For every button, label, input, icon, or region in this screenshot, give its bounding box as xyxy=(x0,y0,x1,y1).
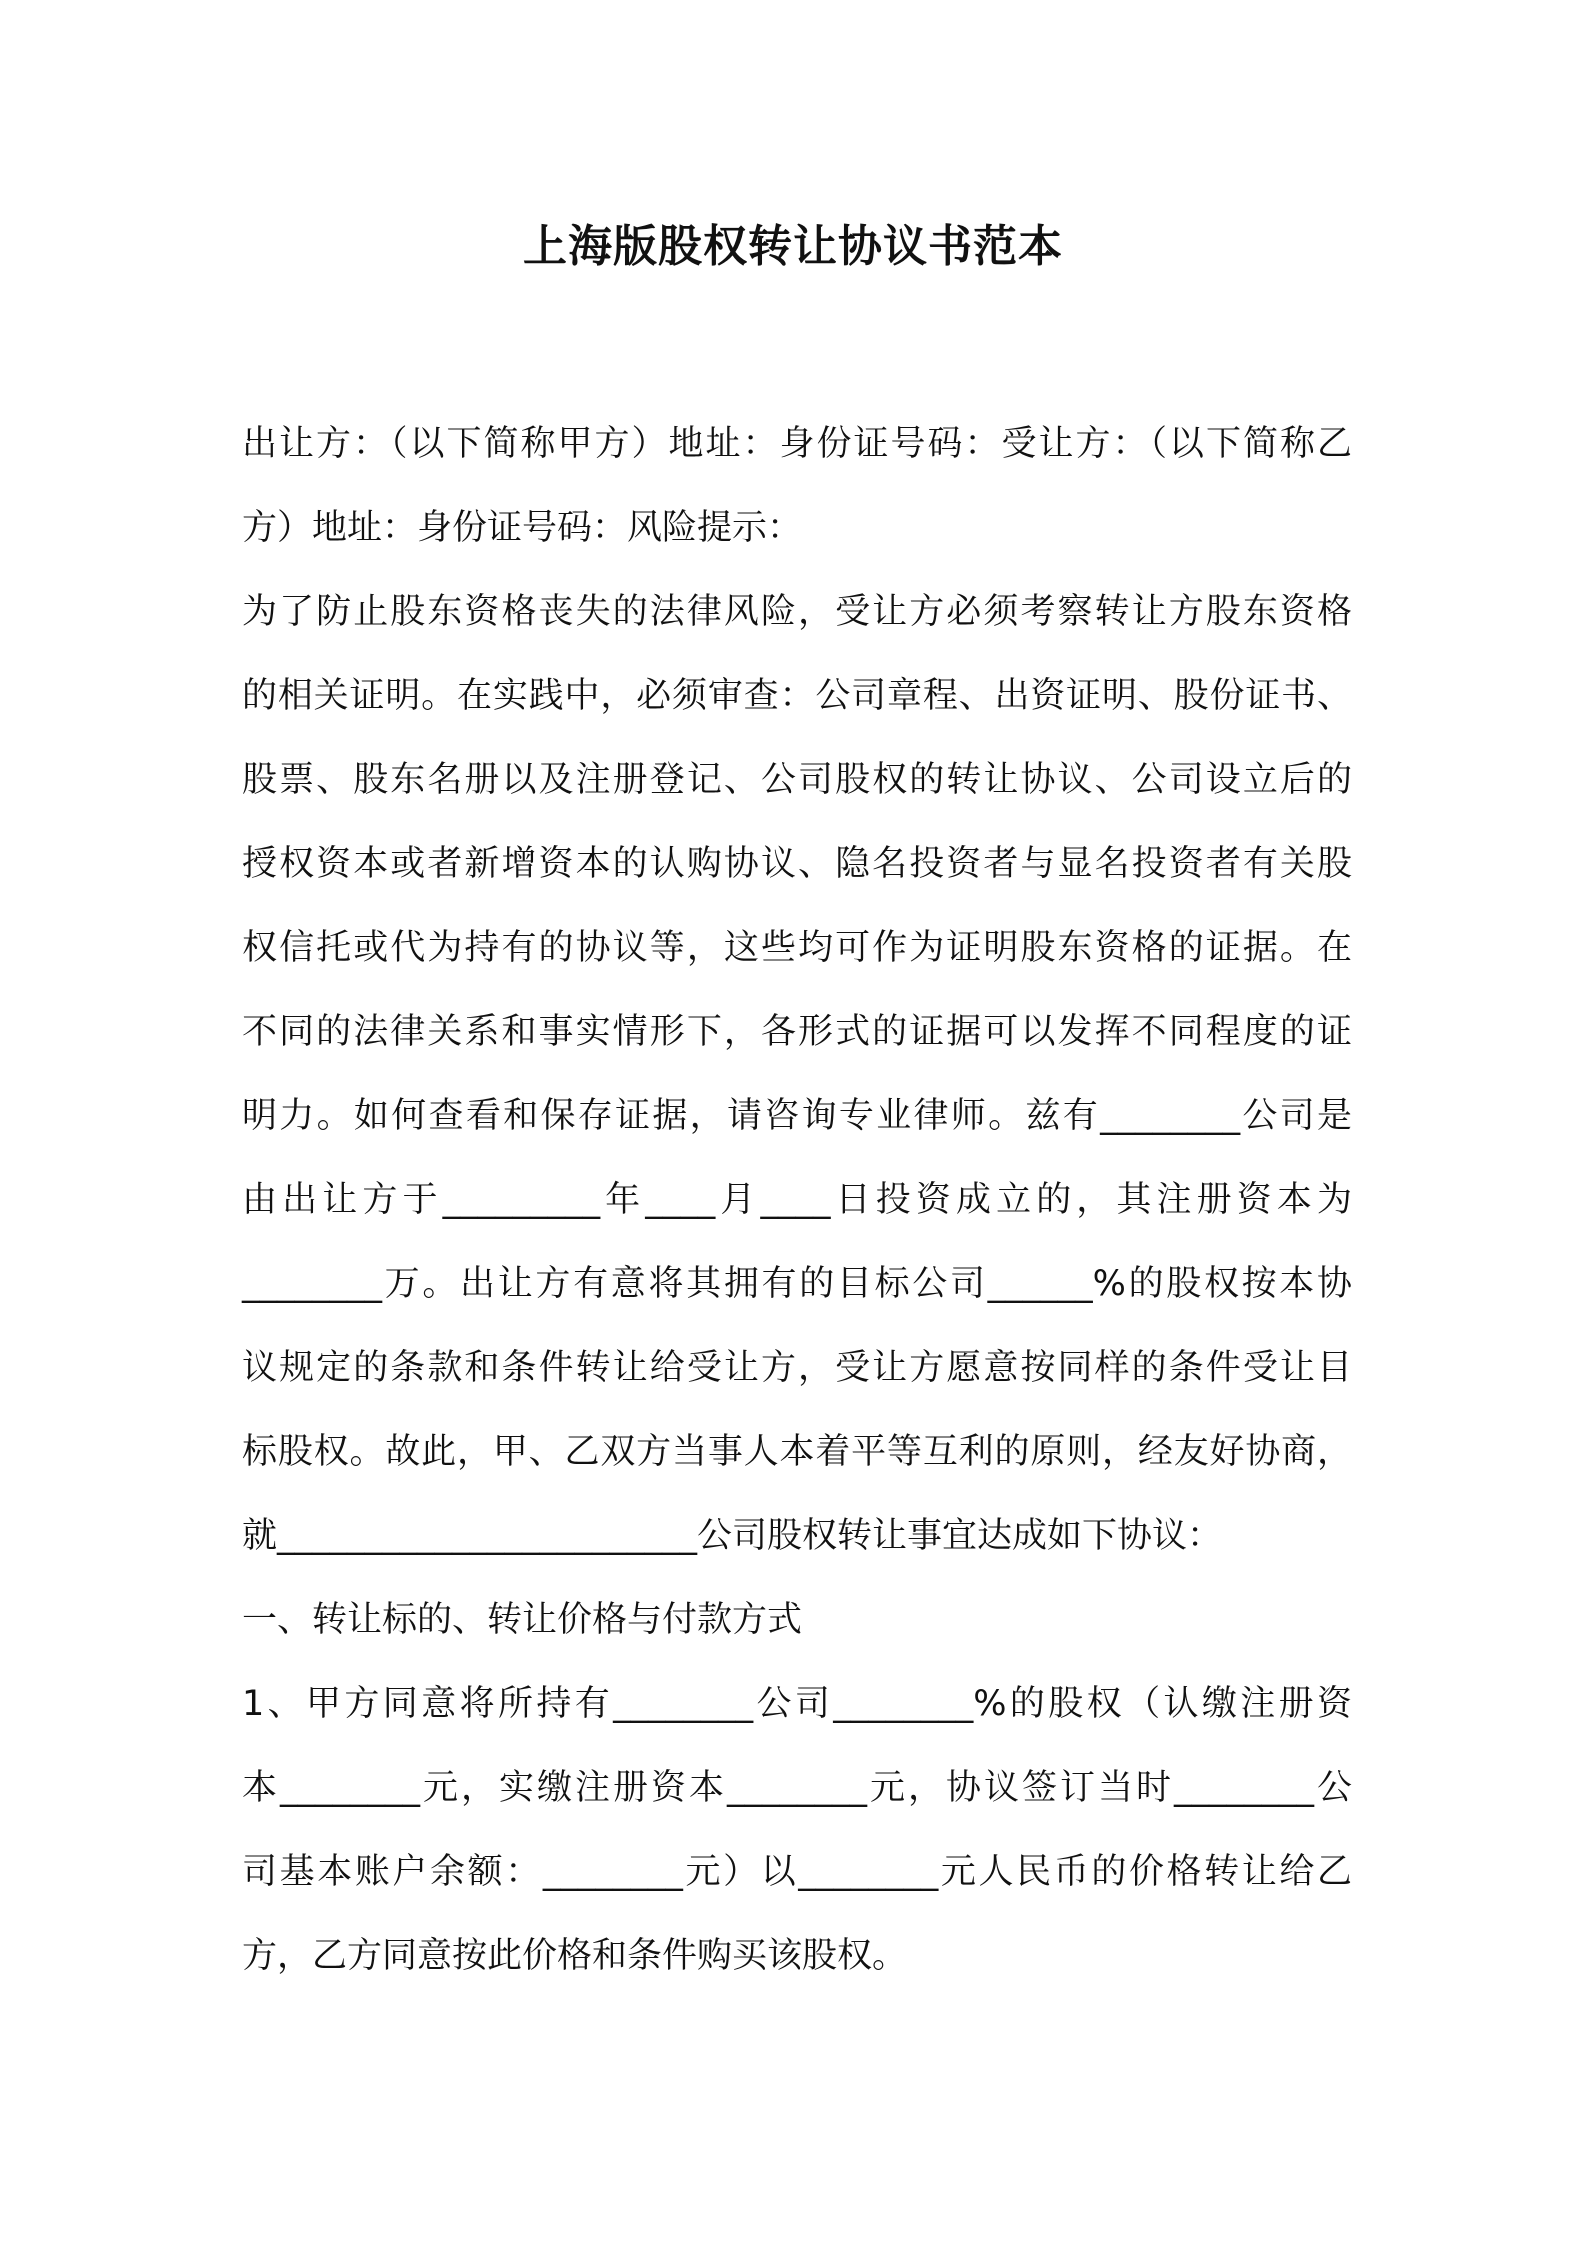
text-line: 股票、股东名册以及注册登记、公司股权的转让协议、公司设立后的 xyxy=(242,760,1352,800)
text-line: 不同的法律关系和事实情形下，各形式的证据可以发挥不同程度的证 xyxy=(242,1012,1352,1052)
section-heading: 一、转让标的、转让价格与付款方式 xyxy=(242,1600,803,1640)
text-line: 权信托或代为持有的协议等，这些均可作为证明股东资格的证据。在 xyxy=(242,928,1352,968)
text-line: 标股权。故此，甲、乙双方当事人本着平等互利的原则，经友好协商， xyxy=(242,1432,1352,1472)
text-line: 司基本账户余额：________元）以________元人民币的价格转让给乙 xyxy=(242,1852,1352,1892)
text-line: 议规定的条款和条件转让给受让方，受让方愿意按同样的条件受让目 xyxy=(242,1348,1352,1388)
text-line: 为了防止股东资格丧失的法律风险，受让方必须考察转让方股东资格 xyxy=(242,592,1352,632)
text-line: 就________________________公司股权转让事宜达成如下协议： xyxy=(242,1516,1223,1556)
text-line: 的相关证明。在实践中，必须审查：公司章程、出资证明、股份证书、 xyxy=(242,676,1352,716)
text-line: ________万。出让方有意将其拥有的目标公司______%的股权按本协 xyxy=(242,1264,1352,1304)
document-title: 上海版股权转让协议书范本 xyxy=(523,221,1063,272)
text-line: 出让方：（以下简称甲方）地址：身份证号码：受让方：（以下简称乙 xyxy=(242,424,1352,464)
text-line: 方，乙方同意按此价格和条件购买该股权。 xyxy=(242,1936,908,1976)
text-line: 方）地址：身份证号码：风险提示： xyxy=(242,508,803,548)
document-body xyxy=(242,402,1352,1998)
text-line: 由出让方于_________年____月____日投资成立的，其注册资本为 xyxy=(242,1180,1352,1220)
text-line: 明力。如何查看和保存证据，请咨询专业律师。兹有________公司是 xyxy=(242,1096,1352,1136)
text-line: 本________元，实缴注册资本________元，协议签订当时________公 xyxy=(242,1768,1352,1808)
text-line: 1、甲方同意将所持有________公司________%的股权（认缴注册资 xyxy=(242,1684,1352,1724)
text-line: 授权资本或者新增资本的认购协议、隐名投资者与显名投资者有关股 xyxy=(242,844,1352,884)
